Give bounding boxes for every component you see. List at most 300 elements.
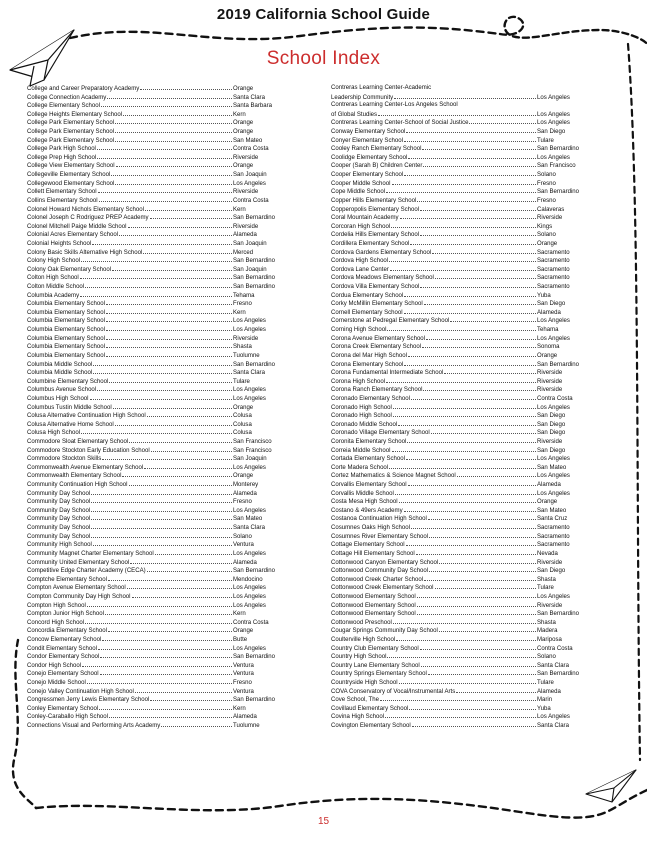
school-name: Concord High School: [27, 619, 85, 626]
index-entry: [331, 669, 599, 678]
county-name: Los Angeles: [537, 714, 570, 721]
index-entry: [331, 695, 599, 704]
school-name: Coronita Elementary School: [331, 438, 407, 445]
school-name: Corona Fundamental Intermediate School: [331, 370, 444, 377]
index-entry: [331, 368, 599, 377]
school-name: Compton Avenue Elementary School: [27, 585, 126, 592]
dot-leader: [97, 153, 232, 159]
dot-leader: [90, 394, 232, 400]
index-entry: [27, 265, 295, 274]
index-entry: [331, 196, 599, 205]
dot-leader: [98, 187, 232, 193]
dot-leader: [424, 575, 536, 581]
index-column-right: [331, 84, 599, 730]
index-entry: [331, 428, 599, 437]
county-name: Sacramento: [537, 284, 570, 291]
index-entry: [331, 282, 599, 291]
dot-leader: [87, 601, 232, 607]
dot-leader: [93, 360, 232, 366]
dot-leader: [97, 144, 232, 150]
index-entry: [331, 308, 599, 317]
index-entry: [27, 678, 295, 687]
dot-leader: [109, 712, 232, 718]
index-entry: [27, 377, 295, 386]
index-entry: [331, 463, 599, 472]
county-name: San Bernardino: [537, 361, 580, 368]
dot-leader: [404, 506, 536, 512]
school-name: Conway Elementary School: [331, 129, 406, 136]
school-name: Columbus High School: [27, 395, 89, 402]
dot-leader: [423, 385, 536, 391]
index-entry: [27, 497, 295, 506]
county-name: Solano: [537, 654, 556, 661]
school-name: Cordova Meadows Elementary School: [331, 275, 434, 282]
index-entry: [27, 635, 295, 644]
county-name: San Bernardino: [537, 671, 580, 678]
dot-leader: [406, 540, 536, 546]
index-entry: [331, 273, 599, 282]
county-name: San Joaquin: [233, 172, 267, 179]
index-entry: [331, 549, 599, 558]
dot-leader: [409, 704, 536, 710]
dot-leader: [116, 161, 232, 167]
school-name: Cooley Ranch Elementary School: [331, 146, 422, 153]
dot-leader: [435, 583, 536, 589]
index-entry: [331, 687, 599, 696]
county-name: Ventura: [233, 662, 254, 669]
dot-leader: [111, 170, 232, 176]
dot-leader: [87, 678, 232, 684]
school-name: Community Day School: [27, 490, 91, 497]
school-name: Colusa Alternative Continuation High School: [27, 413, 146, 420]
dot-leader: [147, 411, 232, 417]
dot-leader: [423, 161, 536, 167]
school-name: Community Continuation High School: [27, 482, 128, 489]
dot-leader: [140, 84, 232, 90]
index-entry: [27, 170, 295, 179]
index-entry: [27, 394, 295, 403]
county-name: Sacramento: [537, 275, 570, 282]
county-name: San Joaquin: [233, 456, 267, 463]
county-name: Mendocino: [233, 576, 263, 583]
county-name: San Diego: [537, 301, 566, 308]
dot-leader: [80, 291, 232, 297]
dot-leader: [81, 428, 232, 434]
county-name: Los Angeles: [233, 602, 266, 609]
index-entry: [331, 248, 599, 257]
school-name: Cordelia Hills Elementary School: [331, 232, 420, 239]
index-entry: [331, 101, 599, 110]
county-name: Fresno: [233, 301, 252, 308]
dot-leader: [98, 644, 232, 650]
dot-leader: [424, 299, 536, 305]
index-entry: [27, 316, 295, 325]
school-name: Correia Middle School: [331, 447, 391, 454]
index-entry: [27, 127, 295, 136]
dot-leader: [115, 420, 232, 426]
dot-leader: [113, 403, 232, 409]
index-entry: [331, 127, 599, 136]
dot-leader: [420, 282, 536, 288]
county-name: Los Angeles: [537, 456, 570, 463]
index-entry: [331, 205, 599, 214]
school-name: Coronado High School: [331, 413, 392, 420]
dot-leader: [123, 110, 232, 116]
index-entry: [331, 566, 599, 575]
school-name: Cope Middle School: [331, 189, 386, 196]
county-name: San Joaquin: [233, 266, 267, 273]
school-name: Cottage Hill Elementary School: [331, 550, 415, 557]
dot-leader: [115, 118, 232, 124]
index-entry: [331, 626, 599, 635]
school-name: Collegeville Elementary School: [27, 172, 111, 179]
index-entry: [331, 265, 599, 274]
dot-leader: [93, 540, 232, 546]
county-name: Los Angeles: [233, 464, 266, 471]
school-name: Cottonwood Preschool: [331, 619, 392, 626]
dot-leader: [102, 635, 232, 641]
dot-leader: [426, 334, 536, 340]
school-name: Community High School: [27, 542, 92, 549]
dot-leader: [97, 385, 232, 391]
county-name: Shasta: [537, 576, 556, 583]
dot-leader: [147, 566, 232, 572]
index-entry: [27, 704, 295, 713]
dot-leader: [99, 704, 232, 710]
index-entry: [27, 248, 295, 257]
dot-leader: [404, 170, 536, 176]
county-name: Alameda: [233, 232, 257, 239]
index-entry: [331, 480, 599, 489]
dot-leader: [127, 583, 232, 589]
index-entry: [27, 351, 295, 360]
county-name: Orange: [233, 473, 254, 480]
school-name: Corky McMillin Elementary School: [331, 301, 423, 308]
school-name: Columbia Elementary School: [27, 335, 105, 342]
dot-leader: [456, 687, 536, 693]
county-name: Sacramento: [537, 266, 570, 273]
school-name: Commonwealth Avenue Elementary School: [27, 464, 144, 471]
index-entry: [331, 635, 599, 644]
index-entry: [27, 489, 295, 498]
school-name: Copperopolis Elementary School: [331, 206, 420, 213]
index-entry: [27, 558, 295, 567]
school-name: Conejo Middle School: [27, 680, 86, 687]
index-entry: [331, 153, 599, 162]
index-entry: [331, 575, 599, 584]
county-name: Fresno: [537, 180, 556, 187]
dot-leader: [85, 618, 232, 624]
dot-leader: [432, 248, 536, 254]
index-entry: [27, 480, 295, 489]
index-entry: [331, 187, 599, 196]
county-name: Kern: [233, 309, 246, 316]
index-entry: [331, 618, 599, 627]
index-entry: [331, 678, 599, 687]
school-name: Contreras Learning Center-Los Angeles School: [331, 102, 458, 109]
dot-leader: [429, 532, 536, 538]
dot-leader: [106, 316, 232, 322]
index-entry: [331, 411, 599, 420]
school-name: Country Club Elementary School: [331, 645, 419, 652]
school-name: Columbia Elementary School: [27, 344, 105, 351]
index-entry: [27, 695, 295, 704]
school-name: Cougar Springs Community Day School: [331, 628, 438, 635]
school-name: Coronado High School: [331, 404, 392, 411]
school-name: Community Day School: [27, 533, 91, 540]
index-entry: [331, 446, 599, 455]
index-entry: [27, 230, 295, 239]
index-entry: [27, 205, 295, 214]
county-name: San Bernardino: [233, 361, 276, 368]
index-entry: [331, 609, 599, 618]
school-name: Corona del Mar High School: [331, 352, 407, 359]
county-name: Los Angeles: [537, 154, 570, 161]
index-entry: [27, 368, 295, 377]
index-entry: [331, 471, 599, 480]
dot-leader: [422, 342, 536, 348]
index-entry: [27, 196, 295, 205]
school-name: Conley-Caraballo High School: [27, 714, 109, 721]
index-entry: [27, 161, 295, 170]
county-name: Kern: [233, 611, 246, 618]
school-name: Covington Elementary School: [331, 723, 411, 730]
county-name: Contra Costa: [233, 619, 269, 626]
index-entry: [27, 532, 295, 541]
county-name: Ventura: [233, 688, 254, 695]
dot-leader: [392, 179, 537, 185]
county-name: San Bernardino: [537, 611, 580, 618]
school-name: Cottonwood Elementary School: [331, 611, 416, 618]
index-entry: [27, 101, 295, 110]
county-name: Los Angeles: [537, 318, 570, 325]
school-name: Colonel Joseph C Rodriguez PREP Academy: [27, 215, 149, 222]
county-name: Orange: [537, 240, 558, 247]
index-entry: [331, 213, 599, 222]
dot-leader: [412, 721, 536, 727]
index-entry: [27, 273, 295, 282]
dot-leader: [386, 377, 536, 383]
index-entry: [27, 669, 295, 678]
school-name: Community Magnet Charter Elementary School: [27, 550, 154, 557]
index-entry: [27, 411, 295, 420]
dot-leader: [143, 248, 232, 254]
county-name: Los Angeles: [233, 507, 266, 514]
dot-leader: [392, 446, 537, 452]
index-entry: [27, 575, 295, 584]
index-entry: [331, 230, 599, 239]
county-name: San Mateo: [537, 507, 567, 514]
dot-leader: [82, 661, 232, 667]
county-name: Tulare: [537, 137, 554, 144]
school-name: Corcoran High School: [331, 223, 391, 230]
school-name: Columbia Elementary School: [27, 352, 105, 359]
school-name: Cortez Mathematics & Science Magnet School: [331, 473, 456, 480]
dot-leader: [119, 230, 232, 236]
school-name: Collett Elementary School: [27, 189, 97, 196]
school-name: College Prep High School: [27, 154, 97, 161]
school-name: Cosumnes Oaks High School: [331, 525, 410, 532]
index-entry: [331, 299, 599, 308]
dot-leader: [429, 566, 536, 572]
index-entry: [27, 661, 295, 670]
school-name: Colony Basic Skills Alternative High School: [27, 249, 143, 256]
index-entry: [27, 256, 295, 265]
dot-leader: [91, 532, 232, 538]
dot-leader: [404, 291, 536, 297]
dot-leader: [435, 273, 536, 279]
county-name: Tulare: [537, 680, 554, 687]
dot-leader: [128, 222, 233, 228]
school-name: Conyer Elementary School: [331, 137, 403, 144]
school-name: Columbine Elementary School: [27, 378, 109, 385]
school-name: Conejo Elementary School: [27, 671, 99, 678]
county-name: San Francisco: [537, 163, 576, 170]
county-name: Orange: [233, 129, 254, 136]
dot-leader: [91, 489, 232, 495]
school-name: Colonel Howard Nichols Elementary School: [27, 206, 144, 213]
index-entry: [27, 549, 295, 558]
school-name: College Connection Academy: [27, 94, 107, 101]
school-name: Coulterville High School: [331, 637, 396, 643]
county-name: Contra Costa: [537, 645, 573, 652]
school-name: College and Career Preparatory Academy: [27, 86, 140, 92]
school-name: Colusa Alternative Home School: [27, 421, 114, 428]
dot-leader: [81, 256, 232, 262]
index-entry: [27, 463, 295, 472]
school-name: Cortada Elementary School: [331, 456, 405, 463]
paper-airplane-icon: [586, 770, 636, 802]
dot-leader: [444, 368, 536, 374]
county-name: Alameda: [233, 490, 257, 497]
county-name: Orange: [233, 86, 254, 92]
index-entry: [331, 523, 599, 532]
school-name: Corona High School: [331, 378, 386, 385]
dot-leader: [108, 575, 232, 581]
school-name: Connections Visual and Performing Arts Academy: [27, 723, 161, 730]
school-name: Community Day School: [27, 499, 91, 506]
dot-leader: [395, 489, 536, 495]
county-name: Alameda: [233, 559, 257, 566]
county-name: San Bernardino: [233, 258, 276, 265]
dot-leader: [106, 308, 232, 314]
index-entry: [27, 652, 295, 661]
dot-leader: [417, 592, 536, 598]
dot-leader: [416, 549, 536, 555]
school-name: Commonwealth Elementary School: [27, 473, 122, 480]
dot-leader: [398, 420, 536, 426]
county-name: Santa Barbara: [233, 103, 272, 110]
index-entry: [27, 428, 295, 437]
index-entry: [331, 291, 599, 300]
index-entry: [27, 601, 295, 610]
school-name: Coronado Elementary School: [331, 395, 410, 402]
dot-leader: [439, 558, 536, 564]
dot-leader: [469, 118, 536, 124]
dot-leader: [105, 609, 232, 615]
county-name: Los Angeles: [233, 387, 266, 394]
index-entry: [331, 489, 599, 498]
index-entry: [331, 704, 599, 713]
school-name: Columbia Elementary School: [27, 318, 105, 325]
county-name: Merced: [233, 249, 254, 256]
dot-leader: [393, 403, 536, 409]
index-entry: [27, 712, 295, 721]
county-name: Contra Costa: [233, 197, 269, 204]
dot-leader: [85, 282, 232, 288]
index-entry: [331, 712, 599, 721]
county-name: San Bernardino: [233, 284, 276, 291]
school-name: Colony Oak Elementary School: [27, 266, 112, 273]
school-name: Covillaud Elementary School: [331, 705, 409, 712]
dot-leader: [422, 144, 536, 150]
dot-leader: [91, 523, 232, 529]
county-name: Riverside: [537, 215, 563, 222]
dot-leader: [145, 205, 232, 211]
county-name: Contra Costa: [233, 146, 269, 153]
school-name: College Park Elementary School: [27, 129, 115, 136]
county-name: Los Angeles: [537, 335, 570, 342]
guide-title: 2019 California School Guide: [216, 6, 431, 23]
county-name: Riverside: [537, 370, 563, 377]
school-name: Community United Elementary School: [27, 559, 130, 566]
school-name: Cooper Elementary School: [331, 172, 404, 179]
county-name: Los Angeles: [537, 490, 570, 497]
school-name: Cooper Middle School: [331, 180, 391, 187]
dot-leader: [431, 428, 536, 434]
school-name: Cove School, The: [331, 697, 379, 704]
dot-leader: [428, 514, 536, 520]
county-name: Butte: [233, 637, 248, 643]
school-name: Commodore Stockton Skills: [27, 456, 102, 463]
dot-leader: [380, 695, 536, 701]
county-name: San Bernardino: [233, 275, 276, 282]
dot-leader: [399, 678, 536, 684]
school-name: Cordova Villa Elementary School: [331, 284, 420, 291]
dot-leader: [91, 514, 232, 520]
school-name: Columbia Middle School: [27, 370, 93, 377]
index-entry: [331, 661, 599, 670]
county-name: San Bernardino: [537, 189, 580, 196]
index-entry: [27, 136, 295, 145]
index-entry: [331, 222, 599, 231]
dot-leader: [410, 239, 536, 245]
county-name: Los Angeles: [537, 473, 570, 480]
school-name: Columbus Tustin Middle School: [27, 404, 112, 411]
index-entry: [27, 342, 295, 351]
school-name: Condit Elementary School: [27, 645, 97, 652]
county-name: Ventura: [233, 671, 254, 678]
school-name: Cottonwood Creek Elementary School: [331, 585, 434, 592]
county-name: Riverside: [537, 378, 563, 385]
index-entry: [27, 626, 295, 635]
school-name: Cordua Elementary School: [331, 292, 404, 299]
dot-leader: [385, 712, 536, 718]
county-name: Santa Clara: [537, 662, 569, 669]
dot-leader: [91, 497, 232, 503]
county-name: Kings: [537, 223, 553, 230]
dot-leader: [106, 325, 232, 331]
school-name: Cornerstone at Pedregal Elementary School: [331, 318, 450, 325]
county-name: Los Angeles: [233, 180, 266, 187]
index-title: School Index: [266, 48, 381, 69]
dot-leader: [404, 308, 536, 314]
index-entry: [27, 93, 295, 102]
dot-leader: [417, 609, 536, 615]
dot-leader: [407, 437, 536, 443]
school-name: College View Elementary School: [27, 163, 115, 170]
school-name: Cordillera Elementary School: [331, 240, 410, 247]
